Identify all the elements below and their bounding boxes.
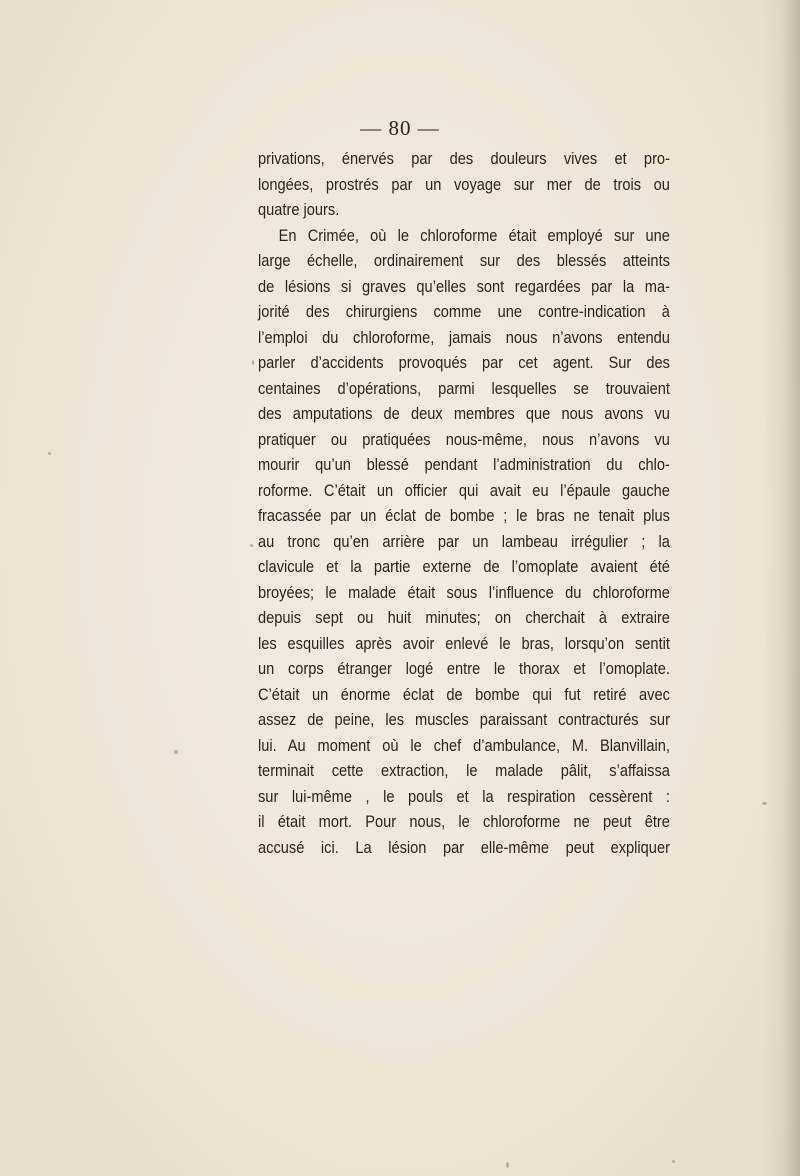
text-line: parler d’accidents provoqués par cet agent. Sur des xyxy=(258,353,670,372)
text-line: de lésions si graves qu’elles sont regardées par la ma- xyxy=(258,276,670,296)
text-line: des amputations de deux membres que nous avons vu xyxy=(258,404,670,423)
paper-speck xyxy=(672,1160,675,1163)
text-line: clavicule et la partie externe de l’omoplate avaient été xyxy=(258,557,670,576)
text-line: pratiquer ou pratiquées nous-même, nous n’avons vu xyxy=(258,429,670,449)
text-line: roforme. C’était un officier qui avait eu l’épaule gauche xyxy=(258,480,670,500)
text-line: accusé ici. La lésion par elle-même peut expliquer xyxy=(258,837,670,857)
text-line: terminait cette extraction, le malade pâlit, s’affaissa xyxy=(258,761,670,780)
text-line: quatre jours. xyxy=(258,200,340,219)
text-line: depuis sept ou huit minutes; on cherchait à extraire xyxy=(258,608,670,627)
text-line: large échelle, ordinairement sur des blessés atteints xyxy=(258,251,670,270)
text-line: lui. Au moment où le chef d’ambulance, M. Blanvillain, xyxy=(258,735,670,755)
paper-speck xyxy=(762,802,767,805)
page-edge-shadow xyxy=(764,0,800,1176)
text-line: En Crimée, où le chloroforme était employé sur une xyxy=(278,225,670,245)
paper-speck xyxy=(48,452,51,455)
paper-speck xyxy=(174,750,178,754)
page-number: — 80 — xyxy=(360,116,440,140)
text-line: il était mort. Pour nous, le chloroforme ne peut être xyxy=(258,812,670,831)
text-line: un corps étranger logé entre le thorax et l’omoplate. xyxy=(258,659,670,678)
paper-speck xyxy=(252,360,254,365)
text-line: centaines d’opérations, parmi lesquelles se trouvaient xyxy=(258,378,670,398)
text-line: privations, énervés par des douleurs vives et pro- xyxy=(258,149,670,168)
text-line: l’emploi du chloroforme, jamais nous n’avons entendu xyxy=(258,327,670,347)
text-line: mourir qu’un blessé pendant l’administration du chlo- xyxy=(258,455,670,474)
text-line: C’était un énorme éclat de bombe qui fut retiré avec xyxy=(258,684,670,704)
text-line: les esquilles après avoir enlevé le bras, lorsqu’on sentit xyxy=(258,633,670,653)
text-line: au tronc qu’en arrière par un lambeau irrégulier ; la xyxy=(258,531,670,551)
text-line: jorité des chirurgiens comme une contre-indication à xyxy=(258,302,670,321)
text-line: assez de peine, les muscles paraissant contracturés sur xyxy=(258,710,670,729)
text-line: broyées; le malade était sous l’influence du chloroforme xyxy=(258,582,670,602)
paper-speck xyxy=(250,544,253,547)
paper-speck xyxy=(506,1162,509,1168)
text-line: fracassée par un éclat de bombe ; le bras ne tenait plus xyxy=(258,506,670,525)
body-text xyxy=(258,146,670,860)
text-line: sur lui-même , le pouls et la respiration cessèrent : xyxy=(258,786,670,806)
text-line: longées, prostrés par un voyage sur mer de trois ou xyxy=(258,174,670,194)
